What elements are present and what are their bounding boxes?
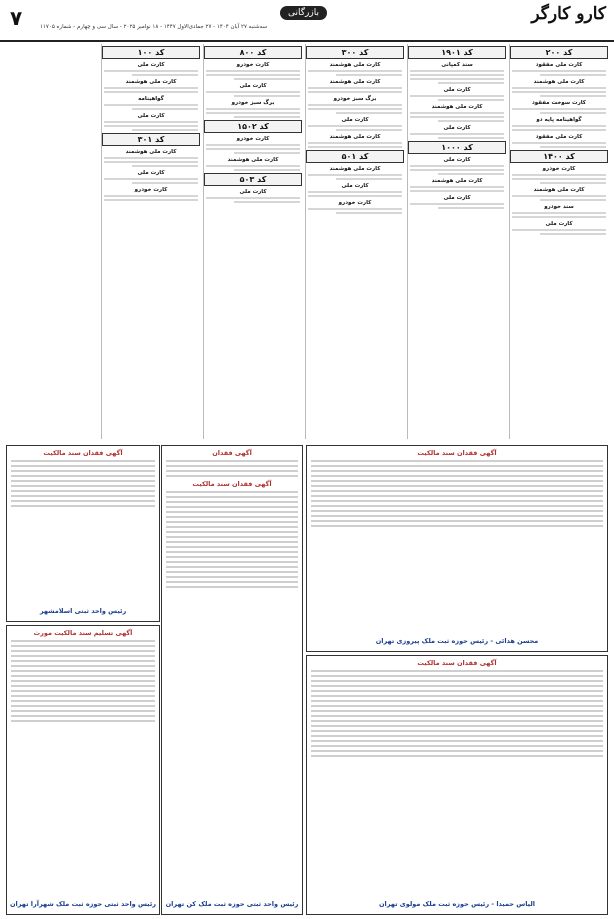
- dateline: سه‌شنبه ۲۷ آبان ۱۴۰۴ - ۲۷ جمادی‌الاول ۱۴۴۷ - ۱۸ نوامبر ۲۰۲۵ - سال سی و چهارم - شماره ۱۱۷۰۵: [40, 24, 268, 30]
- notice-left-1: [6, 445, 160, 622]
- ad-title: کارت ملی: [239, 189, 267, 195]
- column-3: [305, 44, 404, 439]
- ad-title: کارت ملی: [443, 195, 471, 201]
- ad-title: کارت ملی هوشمند: [533, 79, 585, 85]
- ad-title: کارت ملی: [239, 83, 267, 89]
- ad-title: کارت ملی هوشمند: [329, 62, 381, 68]
- newspaper-logo: کارو کارگر: [531, 4, 606, 24]
- ad-title: کارت ملی: [341, 117, 369, 123]
- notice-title: آگهی فقدان: [212, 449, 252, 457]
- code-box: کد ۱۹۰۱: [408, 46, 506, 59]
- code-box: کد ۱۵۰۲: [204, 120, 302, 133]
- ad-title: سند کمپانی: [441, 62, 473, 68]
- column-4: [203, 44, 302, 439]
- ad-title: کارت ملی مفقود: [535, 62, 583, 68]
- ad-title: گواهینامه: [138, 96, 164, 102]
- code-box: کد ۲۰۰: [510, 46, 608, 59]
- ad-title: کارت ملی هوشمند: [533, 187, 585, 193]
- notice-main-1: [306, 445, 608, 652]
- ad-title: کارت ملی هوشمند: [125, 149, 177, 155]
- notice-title: آگهی فقدان سند مالکیت: [192, 480, 272, 488]
- notice-title: آگهی فقدان سند مالکیت: [417, 449, 497, 457]
- ad-title: گواهینامه پایه دو: [536, 117, 582, 123]
- ad-title: سند خودرو: [544, 204, 574, 210]
- notice-signature: الیاس حمیدا - رئیس حوزه ثبت ملک مولوی تهران: [378, 900, 535, 908]
- code-box: کد ۵۰۱: [306, 150, 404, 163]
- column-1: [509, 44, 608, 439]
- ad-title: کارت ملی هوشمند: [431, 104, 483, 110]
- ad-title: کارت ملی: [443, 87, 471, 93]
- ad-title: کارت ملی: [443, 125, 471, 131]
- ad-title: کارت خودرو: [338, 200, 372, 206]
- ad-title: کارت ملی: [341, 183, 369, 189]
- ad-title: کارت ملی هوشمند: [227, 157, 279, 163]
- ad-title: کارت ملی هوشمند: [329, 79, 381, 85]
- ad-title: برگ سبز خودرو: [231, 100, 275, 106]
- ad-title: برگ سبز خودرو: [333, 96, 377, 102]
- ad-title: کارت ملی: [137, 170, 165, 176]
- code-box: کد ۱۰۰: [102, 46, 200, 59]
- ad-title: کارت خودرو: [236, 62, 270, 68]
- notice-signature: رئیس واحد ثبتی اسلامشهر: [39, 607, 127, 615]
- page-header: [0, 0, 614, 42]
- column-5: [101, 44, 200, 439]
- code-box: کد ۳۰۰: [306, 46, 404, 59]
- code-box: کد ۸۰۰: [204, 46, 302, 59]
- ad-title: کارت ملی: [545, 221, 573, 227]
- ad-title: کارت ملی: [137, 62, 165, 68]
- notice-main-2: [306, 655, 608, 915]
- notice-signature: رئیس واحد ثبتی حوزه ثبت ملک کن تهران: [165, 900, 299, 908]
- ad-title: کارت خودرو: [134, 187, 168, 193]
- ad-title: کارت خودرو: [542, 166, 576, 172]
- notice-left-2: [6, 625, 160, 915]
- notice-title: آگهی فقدان سند مالکیت: [417, 659, 497, 667]
- legal-notices: [6, 445, 608, 915]
- code-box: کد ۱۴۰۰: [510, 150, 608, 163]
- classified-columns: [6, 44, 608, 439]
- notice-title: آگهی فقدان سند مالکیت: [43, 449, 123, 457]
- ad-title: کارت ملی هوشمند: [329, 166, 381, 172]
- ad-title: کارت ملی: [443, 157, 471, 163]
- column-2: [407, 44, 506, 439]
- section-tag: بازرگانی: [280, 6, 327, 20]
- notice-mid: [161, 445, 303, 915]
- page-number: ۷: [10, 6, 23, 30]
- notice-title: آگهی تسلیم سند مالکیت مورث: [33, 629, 133, 637]
- ad-title: کارت سوخت مفقود: [531, 100, 587, 106]
- ad-title: کارت خودرو: [236, 136, 270, 142]
- ad-title: کارت ملی: [137, 113, 165, 119]
- code-box: کد ۱۰۰۰: [408, 141, 506, 154]
- code-box: کد ۳۰۱: [102, 133, 200, 146]
- notice-signature: رئیس واحد ثبتی حوزه ثبت ملک شهرآرا تهران: [9, 900, 157, 908]
- ad-title: کارت ملی هوشمند: [431, 178, 483, 184]
- ad-title: کارت ملی هوشمند: [125, 79, 177, 85]
- ad-title: کارت ملی مفقود: [535, 134, 583, 140]
- notice-signature: محسن هدائی - رئیس حوزه ثبت ملک پیروزی تهران: [375, 637, 539, 645]
- code-box: کد ۵۰۳: [204, 173, 302, 186]
- ad-title: کارت ملی هوشمند: [329, 134, 381, 140]
